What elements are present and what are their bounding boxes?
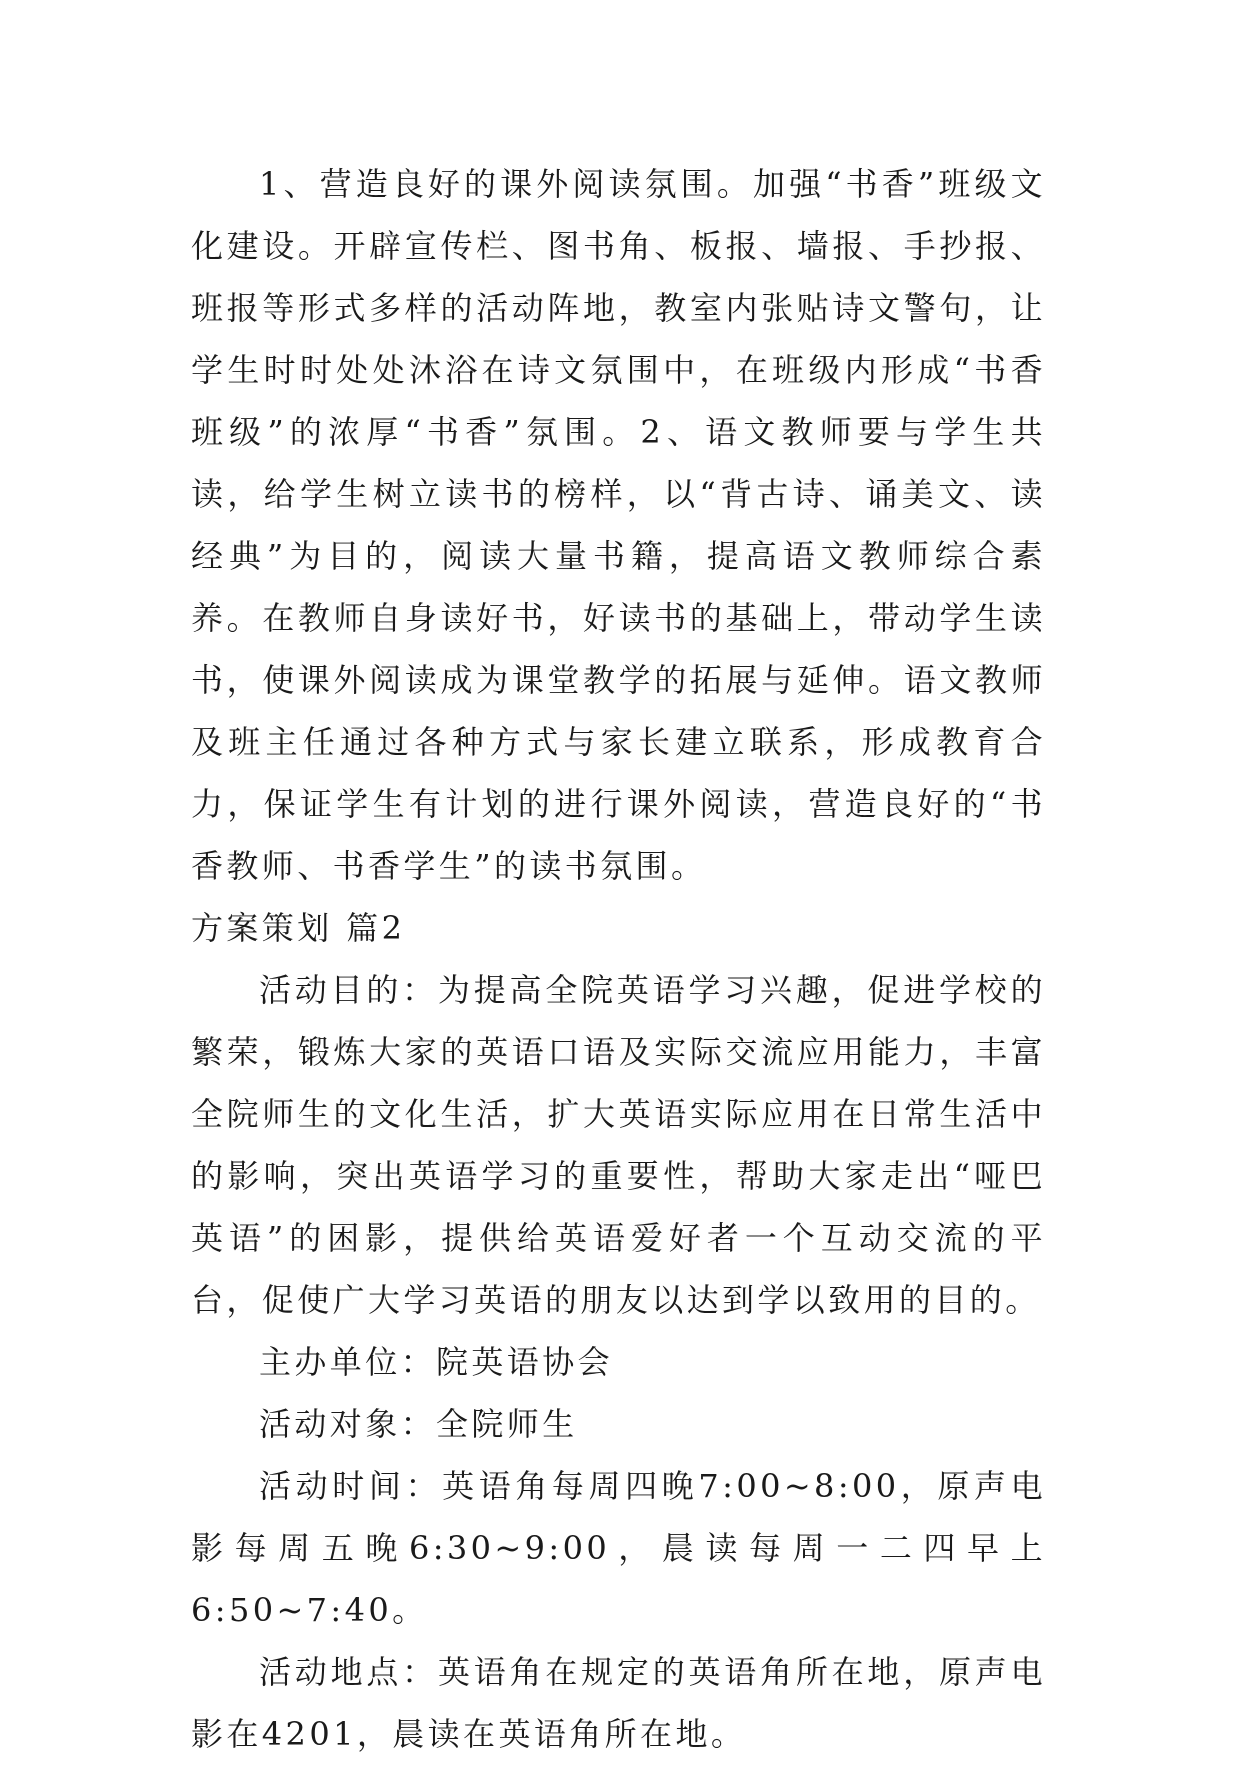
paragraph-participants: 活动对象：全院师生 xyxy=(259,1405,578,1443)
paragraph-activity-purpose: 活动目的：为提高全院英语学习兴趣，促进学校的繁荣，锻炼大家的英语口语及实际交流应用能力，丰富全院师生的文化生活，扩大英语实际应用在日常生活中的影响，突出英语学习的重要性，帮助大家走出“哑巴英语”的困影，提供给英语爱好者一个互动交流的平台，促使广大学习英语的朋友以达到学以致用的目的。 xyxy=(191,971,1046,1319)
paragraph-reading-atmosphere: 1、营造良好的课外阅读氛围。加强“书香”班级文化建设。开辟宣传栏、图书角、板报、墙报、手抄报、班报等形式多样的活动阵地，教室内张贴诗文警句，让学生时时处处沐浴在诗文氛围中，在班级内形成“书香班级”的浓厚“书香”氛围。2、语文教师要与学生共读，给学生树立读书的榜样，以“背古诗、诵美文、读经典”为目的，阅读大量书籍，提高语文教师综合素养。在教师自身读好书，好读书的基础上，带动学生读书，使课外阅读成为课堂教学的拓展与延伸。语文教师及班主任通过各种方式与家长建立联系，形成教育合力，保证学生有计划的进行课外阅读，营造良好的“书香教师、书香学生”的读书氛围。 xyxy=(191,165,1046,885)
paragraph-organizer: 主办单位：院英语协会 xyxy=(259,1343,614,1381)
section-heading: 方案策划 篇2 xyxy=(191,909,406,947)
document-body xyxy=(191,153,1046,1765)
paragraph-activity-time: 活动时间：英语角每周四晚7:00~8:00，原声电影每周五晚6:30~9:00，晨读每周一二四早上6:50~7:40。 xyxy=(191,1467,1046,1629)
paragraph-activity-location: 活动地点：英语角在规定的英语角所在地，原声电影在4201，晨读在英语角所在地。 xyxy=(191,1653,1046,1753)
